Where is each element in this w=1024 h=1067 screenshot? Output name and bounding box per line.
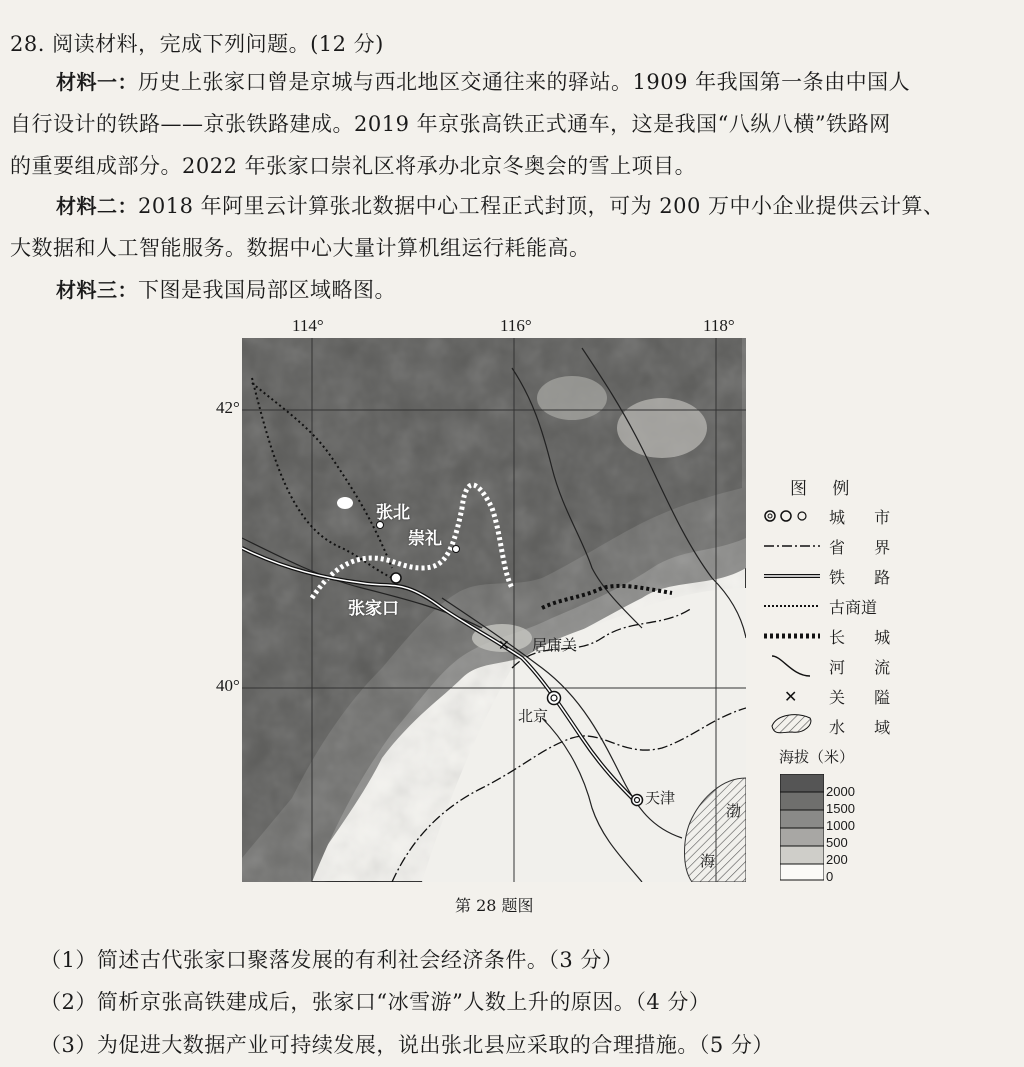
label-juyongguan: 居庸关 [532,636,578,654]
lon-label-114: 114° [292,316,324,335]
label-hai: 海 [700,852,716,870]
lat-label-40: 40° [216,676,240,695]
legend-label-water: 水 域 [829,718,903,737]
label-chongli: 崇礼 [408,529,442,549]
legend-label-city: 城 市 [829,508,903,527]
material3-text: 下图是我国局部区域略图。 [138,278,396,302]
label-beijing: 北京 [518,707,549,725]
material3-label: 材料三： [56,278,138,302]
city-chongli [453,546,460,553]
material1-first-line [56,66,910,96]
legend-title: 图 例 [790,479,860,499]
label-bo: 渤 [726,802,742,820]
legend-pass-icon: ✕ [784,687,798,706]
pass-symbol: ✕ [498,638,510,654]
legend-label-trade-road: 古商道 [829,598,878,617]
lat-label-42: 42° [216,398,240,417]
legend-label-boundary: 省 界 [829,538,903,557]
legend-label-railway: 铁 路 [829,568,903,587]
elevation-value: 2000 [826,784,855,799]
legend-water-icon [772,715,811,733]
material2-text2: 大数据和人工智能服务。数据中心大量计算机组运行耗能高。 [10,236,591,260]
legend-symbols [762,504,826,740]
material2-first-line [56,190,945,220]
subquestion-1: （1）简述古代张家口聚落发展的有利社会经济条件。（3 分） [40,948,624,972]
legend-river-icon [772,656,810,676]
lake [337,497,353,509]
material1-text1: 历史上张家口曾是京城与西北地区交通往来的驿站。1909 年我国第一条由中国人 [138,70,911,94]
legend-label-river: 河 流 [829,658,903,677]
light-patch [537,376,607,420]
material1-text2: 自行设计的铁路——京张铁路建成。2019 年京张高铁正式通车，这是我国“八纵八横”铁路网 [10,112,891,136]
elevation-scale [780,774,824,882]
legend-city-icon [765,511,775,521]
elevation-value: 500 [826,835,848,850]
subquestion-2: （2）简析京张高铁建成后，张家口“冰雪游”人数上升的原因。（4 分） [40,990,711,1014]
lon-label-118: 118° [703,316,735,335]
label-zhangbei: 张北 [376,503,410,523]
material2-text1: 2018 年阿里云计算张北数据中心工程正式封顶，可为 200 万中小企业提供云计算、 [138,194,945,218]
elevation-value: 1000 [826,818,855,833]
legend-label-pass: 关 隘 [829,688,903,707]
light-patch [617,398,707,458]
lon-label-116: 116° [500,316,532,335]
label-zhangjiakou: 张家口 [348,599,399,619]
elevation-value: 1500 [826,801,855,816]
elevation-value: 200 [826,852,848,867]
material1-text3: 的重要组成部分。2022 年张家口崇礼区将承办北京冬奥会的雪上项目。 [10,154,697,178]
elevation-value: 0 [826,869,834,884]
legend-label-great-wall: 长 城 [829,628,903,647]
material1-label: 材料一： [56,70,138,94]
elevation-title: 海拔（米） [779,748,855,766]
city-beijing [548,692,561,705]
city-zhangjiakou [391,573,401,583]
figure-caption: 第 28 题图 [455,896,534,915]
material3-line [56,274,396,304]
material2-label: 材料二： [56,194,138,218]
label-tianjin: 天津 [645,789,676,807]
subquestion-3: （3）为促进大数据产业可持续发展，说出张北县应采取的合理措施。（5 分） [40,1033,774,1057]
question-header: 28. 阅读材料，完成下列问题。(12 分) [10,32,384,56]
city-tianjin [632,795,643,806]
